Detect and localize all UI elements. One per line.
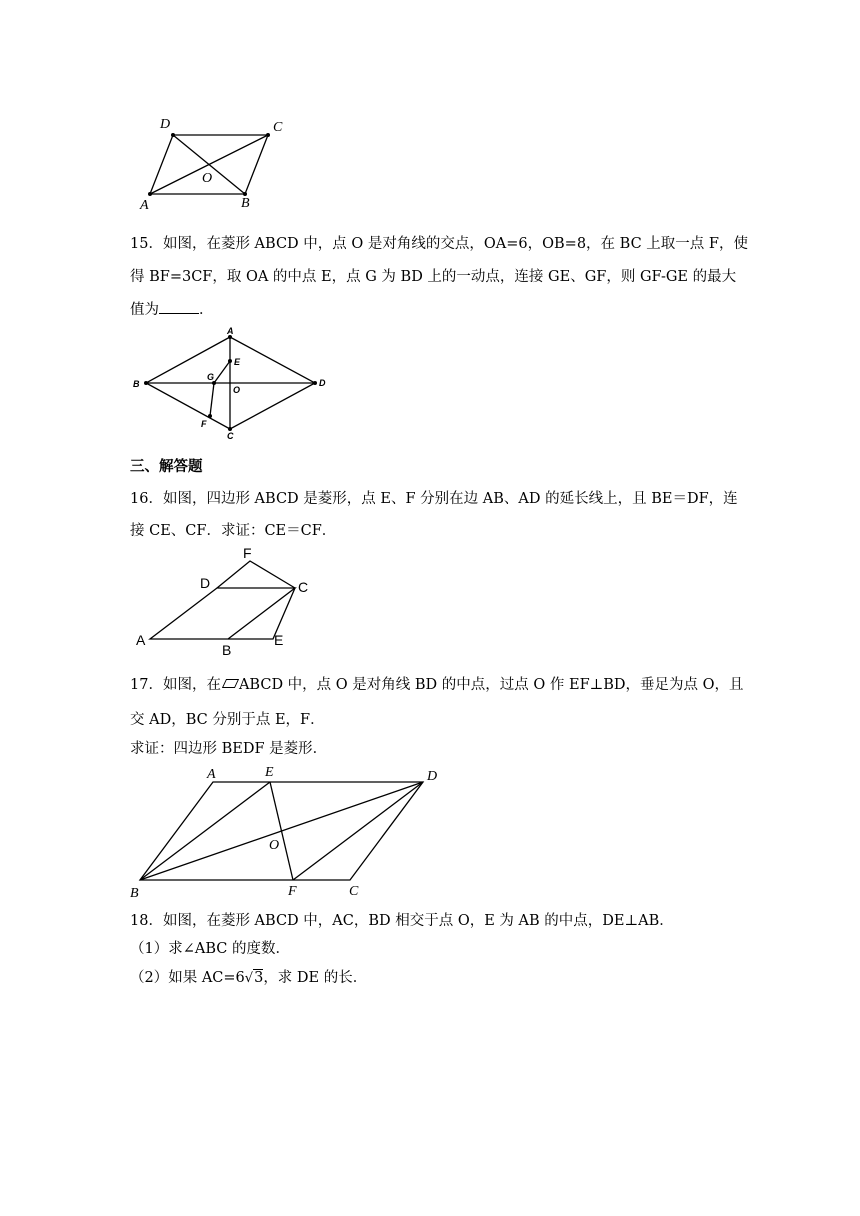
label-e: E — [274, 632, 284, 648]
q18-number: 18． — [130, 913, 163, 929]
label-o: O — [233, 385, 241, 395]
q17-line-1: ABCD 中，点 O 是对角线 BD 的中点，过点 O 作 EF⊥BD，垂足为点 O，且 — [238, 677, 744, 693]
q16-line-1: 如图，四边形 ABCD 是菱形，点 E、F 分别在边 AB、AD 的延长线上，且 BE＝DF，连 — [162, 491, 738, 507]
label-o: O — [269, 838, 280, 853]
label-a: A — [140, 198, 149, 213]
label-e: E — [265, 765, 274, 780]
label-d: D — [319, 378, 326, 388]
label-o: O — [202, 171, 213, 186]
segment-ge — [214, 361, 230, 383]
figure-17-parallelogram — [125, 762, 450, 902]
figure-15-rhombus — [130, 325, 330, 445]
label-g: G — [207, 372, 215, 382]
label-b: B — [222, 642, 232, 658]
q17-line-3: 求证：四边形 BEDF 是菱形． — [130, 741, 328, 757]
label-c: C — [273, 120, 283, 135]
q16-line-2: 接 CE、CF．求证：CE＝CF． — [130, 523, 337, 539]
label-a: A — [227, 326, 234, 336]
segment-be — [140, 782, 270, 880]
segment-gf — [210, 383, 214, 416]
segment-fd — [293, 782, 423, 880]
segment-d-f-c — [217, 561, 295, 588]
label-e: E — [234, 357, 241, 367]
label-d: D — [160, 117, 171, 132]
label-a: A — [136, 632, 146, 648]
q18-sub-2: （2）如果 AC=6 — [130, 970, 245, 986]
q17-line-2: 交 AD，BC 分别于点 E，F． — [130, 712, 325, 728]
label-f: F — [243, 545, 252, 561]
label-c: C — [298, 579, 309, 595]
label-b: B — [133, 379, 140, 389]
q16-number: 16． — [130, 491, 163, 507]
q18-sub-1: （1）求∠ABC 的度数． — [130, 941, 290, 957]
label-d: D — [200, 575, 211, 591]
label-a: A — [207, 767, 216, 782]
q18-line-1: 如图，在菱形 ABCD 中，AC，BD 相交于点 O，E 为 AB 的中点，DE⊥AB． — [162, 913, 674, 929]
sqrt-icon: √ — [244, 971, 254, 986]
label-f: F — [288, 884, 297, 899]
label-f: F — [201, 419, 207, 429]
label-b: B — [130, 886, 139, 901]
section-3-heading: 三、解答题 — [130, 458, 203, 475]
label-c: C — [349, 884, 359, 899]
parallelogram-symbol-icon — [222, 679, 239, 688]
figure-16-rhombus — [130, 543, 330, 658]
label-c: C — [227, 431, 234, 441]
q15-line-3: 值为 — [130, 302, 159, 318]
q15-line-2: 得 BF=3CF，取 OA 的中点 E，点 G 为 BD 上的一动点，连接 GE、GF，则 GF-GE 的最大 — [130, 269, 737, 285]
q15-number: 15． — [130, 236, 163, 252]
figure-14-parallelogram — [130, 110, 300, 215]
segment-ef — [270, 782, 293, 880]
answer-blank[interactable] — [159, 301, 199, 314]
q15-line-1: 如图，在菱形 ABCD 中，点 O 是对角线的交点，OA=6，OB=8，在 BC 上取一点 F，使 — [162, 236, 748, 252]
q17-number: 17． — [130, 677, 163, 693]
label-d: D — [427, 769, 438, 784]
label-b: B — [241, 196, 250, 211]
